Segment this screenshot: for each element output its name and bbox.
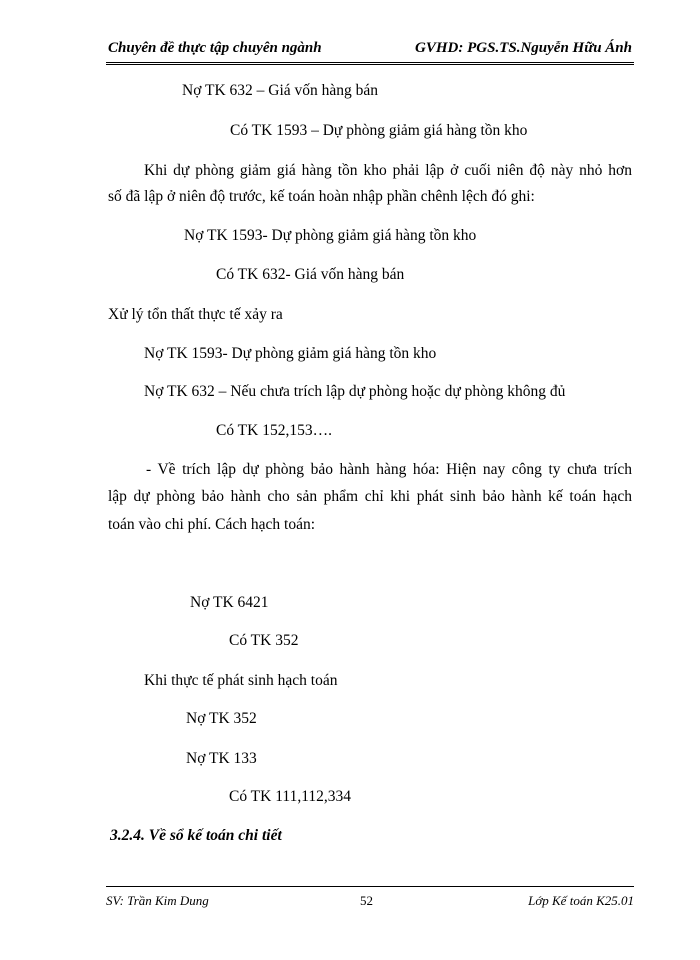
footer-rule: [106, 886, 634, 887]
entry-debit-632: Nợ TK 632 – Nếu chưa trích lập dự phòng hoặc dự phòng không đủ: [144, 383, 566, 400]
section-heading: 3.2.4. Về sổ kế toán chi tiết: [110, 827, 282, 844]
entry-credit-1593: Có TK 1593 – Dự phòng giảm giá hàng tồn kho: [230, 122, 528, 139]
header-title: Chuyên đề thực tập chuyên ngành: [108, 40, 322, 56]
footer-student: SV: Trần Kim Dung: [106, 893, 209, 908]
entry-debit-133: Nợ TK 133: [186, 750, 257, 767]
entry-credit-632: Có TK 632- Giá vốn hàng bán: [216, 266, 405, 283]
footer-class: Lớp Kế toán K25.01: [528, 893, 634, 908]
entry-credit-111: Có TK 111,112,334: [229, 788, 351, 805]
page-number: 52: [360, 893, 373, 908]
paragraph-line: - Về trích lập dự phòng bảo hành hàng hóa: Hiện nay công ty chưa trích: [146, 461, 632, 478]
header-rule: [106, 62, 634, 65]
paragraph-line: số đã lập ở niên độ trước, kế toán hoàn nhập phần chênh lệch đó ghi:: [108, 188, 535, 205]
entry-debit-352: Nợ TK 352: [186, 710, 257, 727]
section-subtitle: Khi thực tế phát sinh hạch toán: [144, 672, 338, 689]
paragraph-line: toán vào chi phí. Cách hạch toán:: [108, 516, 316, 533]
section-subtitle: Xử lý tổn thất thực tế xảy ra: [108, 306, 283, 323]
entry-debit-6421: Nợ TK 6421: [190, 594, 269, 611]
entry-debit-1593: Nợ TK 1593- Dự phòng giảm giá hàng tồn kho: [184, 227, 477, 244]
paragraph-line: lập dự phòng bảo hành cho sản phẩm chỉ khi phát sinh bảo hành kế toán hạch: [108, 488, 632, 505]
entry-credit-152: Có TK 152,153….: [216, 422, 332, 439]
paragraph-line: Khi dự phòng giảm giá hàng tồn kho phải lập ở cuối niên độ này nhỏ hơn: [144, 162, 632, 179]
entry-debit-632: Nợ TK 632 – Giá vốn hàng bán: [182, 82, 379, 99]
entry-credit-352: Có TK 352: [229, 632, 299, 649]
header-advisor: GVHD: PGS.TS.Nguyễn Hữu Ánh: [415, 40, 632, 56]
entry-debit-1593: Nợ TK 1593- Dự phòng giảm giá hàng tồn kho: [144, 345, 437, 362]
